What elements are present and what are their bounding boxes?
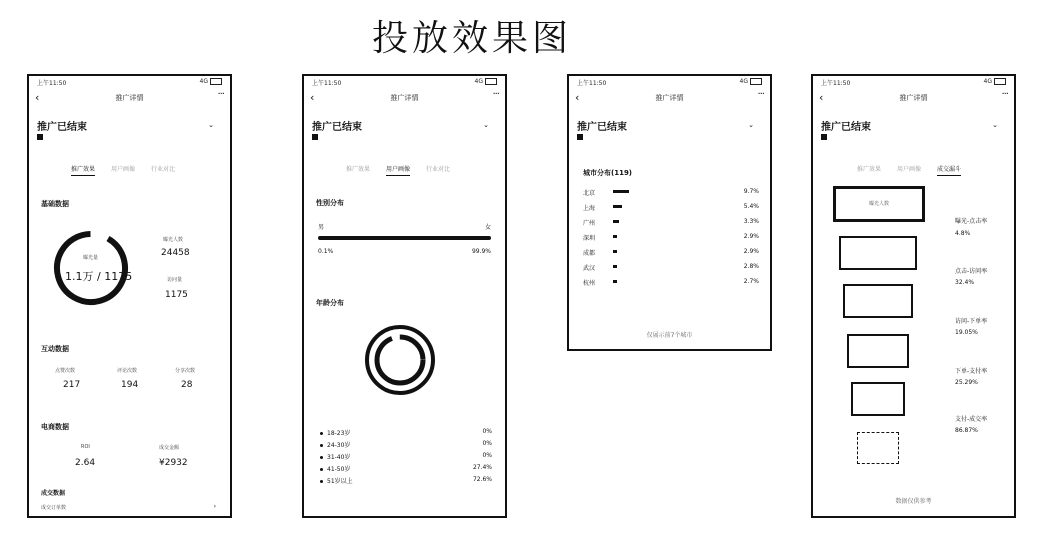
tab-persona[interactable]: 用户画像 [111,166,136,173]
nav-title: 推广详情 [655,94,684,102]
promo-status: 推广已结束 [312,122,362,133]
tab-bar [71,164,191,176]
funnel-value: 4.8% [955,230,971,237]
nav-bar [575,89,764,104]
back-icon[interactable]: ‹ [310,91,315,104]
funnel-stage [833,186,925,222]
tab-bar [346,164,466,176]
city-pct: 3.3% [743,218,759,225]
nav-bar [310,89,499,104]
city-bar [613,280,617,283]
tab-effect[interactable]: 推广效果 [71,164,95,176]
city-bar [613,190,629,193]
city-name: 武汉 [583,265,596,272]
more-icon[interactable]: ··· [1001,89,1008,100]
tab-persona[interactable]: 用户画像 [897,166,922,173]
status-bar [312,78,497,88]
likes-value: 217 [63,380,81,390]
age-row: 24-30岁 0% [320,440,492,452]
status-time: 上午11:50 [312,80,342,87]
funnel-label: 支付-成交率 [955,416,988,423]
deal-data-title: 成交数据 [41,490,66,497]
funnel-value: 19.05% [955,329,978,336]
promo-status: 推广已结束 [821,122,871,133]
city-name: 上海 [583,205,596,212]
city-footer: 仅展示前7个城市 [646,332,693,339]
phone-screen-user-persona [302,74,507,518]
funnel-label: 曝光-点击率 [955,218,988,225]
status-icons: 4G [740,78,762,88]
tab-compare[interactable]: 行业对比 [426,166,451,173]
male-pct: 0.1% [318,248,334,255]
funnel-stage [843,284,913,318]
tab-bar [857,164,977,176]
more-icon[interactable]: ··· [492,89,499,100]
city-row [583,278,759,293]
roi-label: ROI [81,444,90,450]
funnel-stage [839,236,917,270]
battery-icon [210,78,222,85]
funnel-value: 32.4% [955,279,975,286]
city-bar [613,265,617,268]
age-row: 41-50岁 27.4% [320,464,492,476]
funnel-value: 86.87% [955,427,978,434]
deal-row-label: 成交订单数 [41,505,67,511]
city-row [583,203,759,218]
age-title: 年龄分布 [316,299,344,307]
status-icons: 4G [984,78,1006,88]
city-row [583,218,759,233]
thumbnail [312,134,318,140]
age-row: 18-23岁 0% [320,428,492,440]
chevron-down-icon[interactable]: ⌄ [992,121,998,129]
tab-effect[interactable]: 推广效果 [346,166,371,173]
battery-icon [994,78,1006,85]
nav-title: 推广详情 [390,94,419,102]
visit-label: 访问量 [167,277,183,283]
roi-value: 2.64 [75,458,96,468]
chevron-down-icon[interactable]: ⌄ [483,121,489,129]
shares-value: 28 [181,380,193,390]
city-bar [613,250,617,253]
city-name: 杭州 [583,280,596,287]
more-icon[interactable]: ··· [217,89,224,100]
city-row [583,188,759,203]
age-donut-chart [362,322,438,398]
status-icons: 4G [475,78,497,88]
tab-funnel[interactable]: 成交漏斗 [937,164,961,176]
phone-screen-city-distribution [567,74,772,351]
nav-title: 推广详情 [115,94,144,102]
funnel-stage-label: 曝光人数 [868,201,889,207]
ecom-data-title: 电商数据 [41,423,69,431]
tab-persona[interactable]: 用户画像 [386,164,410,176]
city-title: 城市分布(119) [583,169,633,177]
back-icon[interactable]: ‹ [35,91,40,104]
promo-status: 推广已结束 [577,122,627,133]
male-label: 男 [318,224,325,231]
city-row [583,233,759,248]
status-bar [577,78,762,88]
funnel-label: 点击-访问率 [955,268,988,275]
funnel-stage [851,382,905,416]
funnel-label: 下单-支付率 [955,368,988,375]
likes-label: 点赞次数 [55,368,76,374]
phone-screen-conversion-funnel [811,74,1016,518]
city-name: 北京 [583,190,596,197]
funnel-stage [857,432,899,464]
city-bar [613,205,622,208]
ring-value: 1.1万 / 1175 [65,270,133,283]
city-pct: 5.4% [743,203,759,210]
tab-compare[interactable]: 行业对比 [151,166,176,173]
female-pct: 99.9% [471,248,491,255]
thumbnail [577,134,583,140]
exposure-value: 24458 [161,248,190,258]
gmv-value: ¥2932 [159,458,188,468]
interact-data-title: 互动数据 [41,345,69,353]
city-row [583,248,759,263]
phone-screen-promotion-effect [27,74,232,518]
city-name: 深圳 [583,235,596,242]
funnel-label: 访问-下单率 [955,318,988,325]
city-name: 成都 [583,250,596,257]
status-time: 上午11:50 [821,80,851,87]
status-time: 上午11:50 [577,80,607,87]
nav-bar [35,89,224,104]
city-pct: 2.9% [743,248,759,255]
thumbnail [37,134,43,140]
chevron-down-icon[interactable]: ⌄ [208,121,214,129]
nav-bar [819,89,1008,104]
funnel-stage [847,334,909,368]
shares-label: 分享次数 [175,368,196,374]
status-time: 上午11:50 [37,80,67,87]
gender-bar [318,236,491,240]
ring-label: 曝光量 [83,255,99,261]
city-name: 广州 [583,220,596,227]
city-bar [613,235,617,238]
city-row [583,263,759,278]
gender-title: 性别分布 [316,199,344,207]
page-title: 投放效果图 [372,18,573,59]
promo-status: 推广已结束 [37,122,87,133]
comments-value: 194 [121,380,139,390]
chevron-down-icon[interactable]: ⌄ [748,121,754,129]
city-pct: 2.9% [743,233,759,240]
age-row: 51岁以上 72.6% [320,476,492,488]
city-bar [613,220,619,223]
exposure-label: 曝光人数 [163,237,184,243]
city-pct: 2.7% [743,278,759,285]
back-icon[interactable]: ‹ [575,91,580,104]
thumbnail [821,134,827,140]
battery-icon [485,78,497,85]
basic-data-title: 基础数据 [41,200,69,208]
age-list [320,428,492,488]
city-list [583,188,759,293]
city-pct: 2.8% [743,263,759,270]
nav-title: 推广详情 [899,94,928,102]
funnel-footer: 数据仅供参考 [895,498,932,505]
chevron-right-icon[interactable]: › [213,503,216,510]
tab-effect[interactable]: 推广效果 [857,166,882,173]
gmv-label: 成交金额 [159,445,180,451]
comments-label: 评论次数 [117,368,138,374]
age-row: 31-40岁 0% [320,452,492,464]
battery-icon [750,78,762,85]
status-icons: 4G [200,78,222,88]
funnel-value: 25.29% [955,379,978,386]
status-bar [37,78,222,88]
back-icon[interactable]: ‹ [819,91,824,104]
visit-value: 1175 [165,290,188,300]
city-pct: 9.7% [743,188,759,195]
more-icon[interactable]: ··· [757,89,764,100]
status-bar [821,78,1006,88]
female-label: 女 [484,224,491,231]
